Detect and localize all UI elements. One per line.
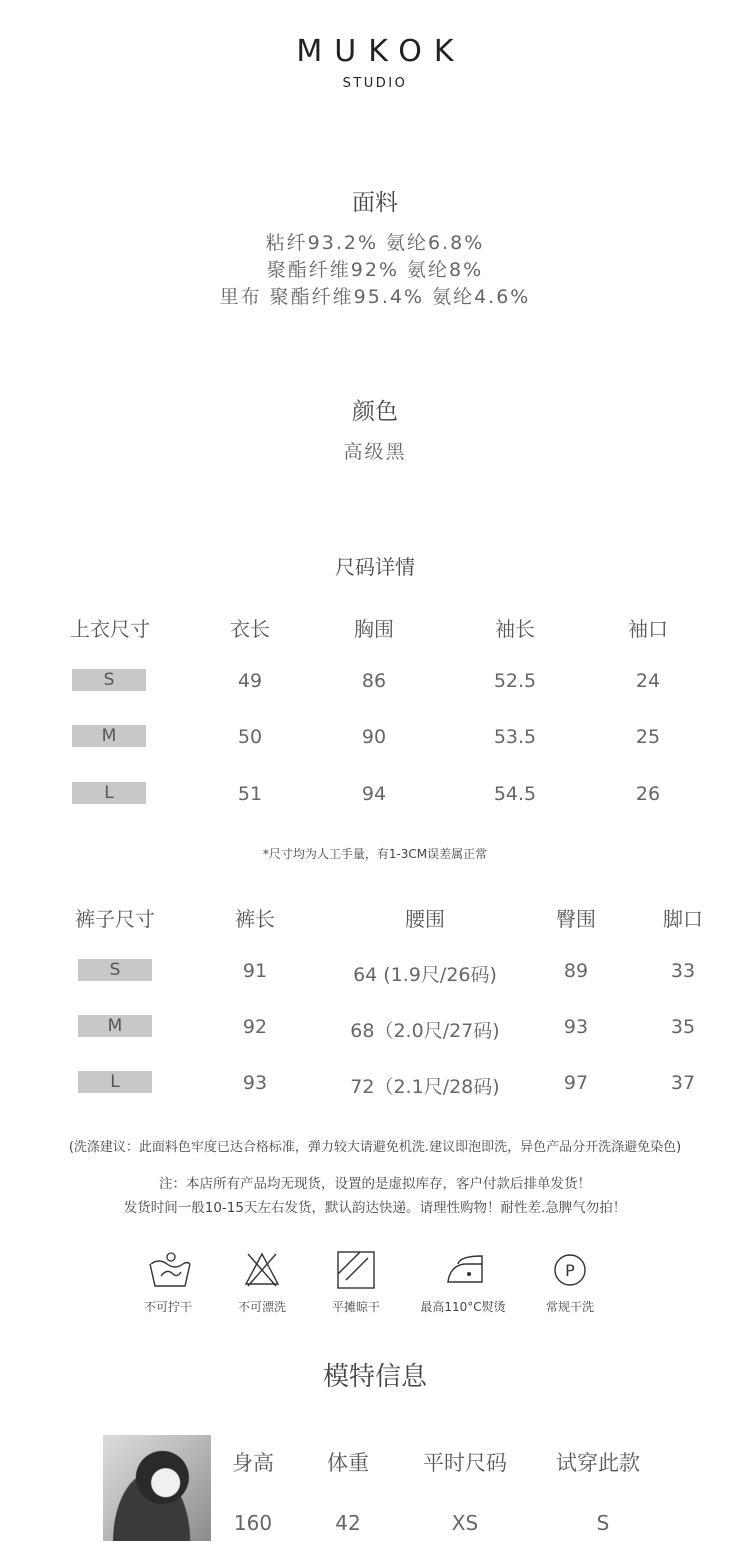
pants-header-hip: 臀围 (556, 907, 596, 931)
top-cell: 50 (237, 726, 263, 748)
svg-text:P: P (565, 1261, 575, 1280)
model-value-tried-size: S (596, 1511, 610, 1535)
model-value-weight: 42 (335, 1511, 361, 1535)
top-size-chip-l: L (72, 782, 146, 804)
measure-note: *尺寸均为人工手量，有1-3CM误差属正常 (262, 847, 488, 861)
iron-icon (444, 1252, 490, 1288)
top-cell: 49 (237, 670, 263, 692)
top-cell: 24 (635, 670, 661, 692)
pants-size-chip-m: M (78, 1015, 152, 1037)
pants-size-chip-l: L (78, 1071, 152, 1093)
no-bleach-icon (242, 1250, 282, 1290)
size-details-title: 尺码详情 (335, 555, 415, 579)
top-cell: 53.5 (493, 726, 537, 748)
pants-cell: 68（2.0尺/27码) (350, 1020, 500, 1042)
model-value-usual-size: XS (451, 1511, 479, 1535)
pants-header-hem: 脚口 (663, 907, 703, 931)
top-cell: 54.5 (493, 783, 537, 805)
top-cell: 51 (237, 783, 263, 805)
model-value-height: 160 (233, 1511, 273, 1535)
fabric-line-1: 粘纤93.2% 氨纶6.8% (265, 232, 485, 254)
pants-cell: 33 (670, 960, 696, 982)
brand-subtitle: STUDIO (342, 76, 408, 91)
pants-header-size: 裤子尺寸 (75, 907, 155, 931)
top-size-chip-m: M (72, 725, 146, 747)
model-header-weight: 体重 (327, 1451, 369, 1475)
color-title: 颜色 (352, 399, 398, 425)
fabric-title: 面料 (352, 190, 398, 216)
pants-cell: 97 (563, 1072, 589, 1094)
model-photo (103, 1435, 211, 1541)
care-label-flat-dry: 平摊晾干 (331, 1300, 380, 1314)
top-cell: 86 (361, 670, 387, 692)
fabric-line-2: 聚酯纤维92% 氨纶8% (266, 259, 484, 281)
pants-cell: 91 (242, 960, 268, 982)
dry-clean-p-icon (550, 1250, 590, 1290)
top-cell: 25 (635, 726, 661, 748)
top-header-sleeve: 袖长 (495, 617, 535, 641)
care-label-dry-clean: 常规干洗 (545, 1300, 594, 1314)
pants-cell: 72（2.1尺/28码) (350, 1076, 500, 1098)
notice-line-2: 发货时间一般10-15天左右发货，默认韵达快递。请理性购物！耐性差.急脾气勿拍！ (123, 1200, 627, 1216)
color-value: 高级黑 (343, 441, 407, 463)
top-header-size: 上衣尺寸 (70, 617, 150, 641)
pants-cell: 93 (563, 1016, 589, 1038)
top-cell: 52.5 (493, 670, 537, 692)
pants-header-waist: 腰围 (405, 907, 445, 931)
model-title: 模特信息 (322, 1362, 427, 1392)
pants-cell: 37 (670, 1072, 696, 1094)
pants-header-length: 裤长 (235, 907, 275, 931)
pants-cell: 89 (563, 960, 589, 982)
top-cell: 26 (635, 783, 661, 805)
brand-logo: MUKOK (296, 34, 466, 69)
top-cell: 90 (361, 726, 387, 748)
notice-line-1: 注：本店所有产品均无现货，设置的是虚拟库存，客户付款后排单发货！ (159, 1176, 591, 1192)
model-header-tried-size: 试穿此款 (556, 1451, 640, 1475)
care-label-iron: 最高110°C熨烫 (420, 1300, 506, 1314)
top-header-cuff: 袖口 (628, 617, 668, 641)
top-size-chip-s: S (72, 669, 146, 691)
care-label-no-wring: 不可拧干 (143, 1300, 192, 1314)
pants-cell: 35 (670, 1016, 696, 1038)
flat-dry-icon (336, 1250, 376, 1290)
top-header-length: 衣长 (230, 617, 270, 641)
no-wring-icon (147, 1250, 193, 1290)
top-header-chest: 胸围 (354, 617, 394, 641)
wash-advice: (洗涤建议：此面料色牢度已达合格标准，弹力较大请避免机洗.建议即泡即洗，异色产品分开洗涤避免染色) (68, 1140, 682, 1155)
fabric-line-3: 里布 聚酯纤维95.4% 氨纶4.6% (219, 286, 531, 308)
pants-cell: 93 (242, 1072, 268, 1094)
pants-cell: 64 (1.9尺/26码) (353, 964, 497, 986)
model-header-height: 身高 (232, 1451, 274, 1475)
top-cell: 94 (361, 783, 387, 805)
model-header-usual-size: 平时尺码 (423, 1451, 507, 1475)
pants-size-chip-s: S (78, 959, 152, 981)
care-label-no-bleach: 不可漂洗 (237, 1300, 286, 1314)
pants-cell: 92 (242, 1016, 268, 1038)
